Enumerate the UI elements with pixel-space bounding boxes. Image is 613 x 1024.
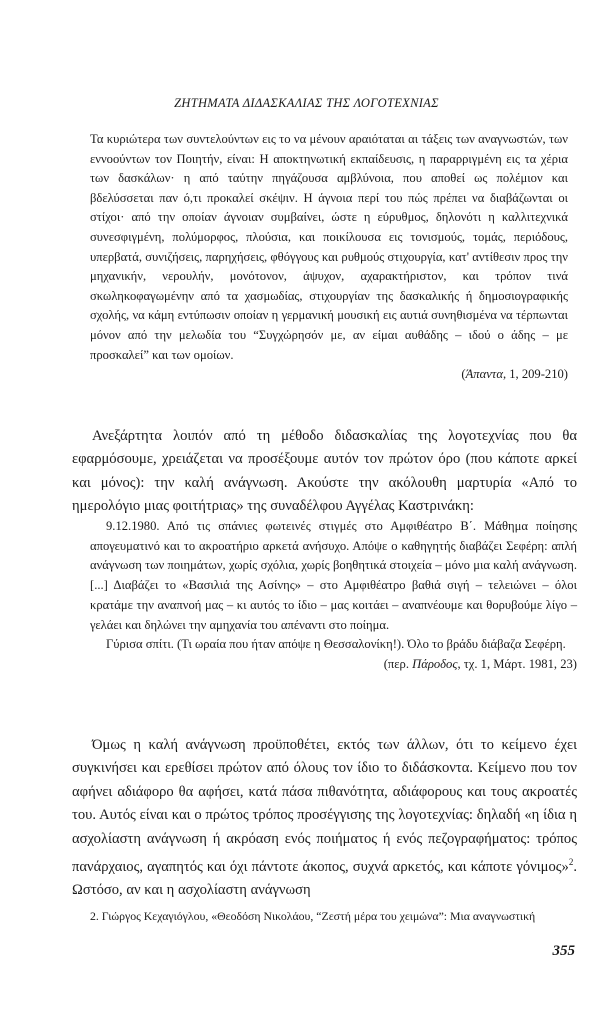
body2-main: Όμως η καλή ανάγνωση προϋποθέτει, εκτός των άλλων, ότι το κείμενο έχει συγκινήσει και ερεθίσει πρώτον από όλους τον ίδιο το διδάσκοντα. Κείμενο που τον αφήνει αδιάφορο θα αφήσει, κατά πάσα πιθανότητα, αδιάφορους και τους ακροατές του. Αυτός είναι και ο πρώτος τρόπος προσέγγισης της λογοτεχνίας: δηλαδή «η ίδια η ασχολίαστη ανάγνωση ή ακρόαση ενός ποιήματος ή ενός πεζογραφήματος: τρόπος πανάρχαιος, αγαπητός και όχι πάντοτε άκοπος, συχνά αρκετός, και κάποτε γόνιμος» [72, 736, 577, 875]
body-paragraph-1 [72, 410, 577, 533]
running-head: ΖΗΤΗΜΑΤΑ ΔΙΔΑΣΚΑΛΙΑΣ ΤΗΣ ΛΟΓΟΤΕΧΝΙΑΣ [174, 96, 439, 110]
quote1-cite-work: Άπαντα [465, 367, 503, 382]
quote2-para1: 9.12.1980. Από τις σπάνιες φωτεινές στιγμές στο Αμφιθέατρο Β΄. Μάθημα ποίησης απογευματινό και το ακροατήριο αρκετά ανήσυχο. Απόψε ο καθηγητής διαβάζει Σεφέρη: απλή ανάγνωση των ποιημάτων, χωρίς σχόλια, χωρίς βοηθητικά στοιχεία – μόνο μια καλή ανάγνωση. [...] Διαβάζει το «Βασιλιά της Ασίνης» – στο Αμφιθέατρο βαθιά σιγή – τελειώνει – όλοι κρατάμε την αναπνοή μας – κι αυτός το ίδιο – μας κοιτάει – αναπνέουμε και θορυβούμε λίγο – γελάει και δηλώνει την αμηχανία του απέναντι στο ποίημα. [90, 519, 577, 632]
footnote: 2. Γιώργος Κεχαγιόγλου, «Θεοδόση Νικολάου, “Ζεστή μέρα του χειμώνα”: Μια αναγνωστική [90, 909, 536, 923]
block-quote-1 [90, 130, 568, 385]
body2-text [72, 734, 577, 903]
body2-after: . Ωστόσο, αν και η ασχολίαστη ανάγνωση [72, 858, 577, 899]
quote1-citation: (Άπαντα, 1, 209-210) [461, 367, 568, 382]
quote2-cite-pre: (περ. [383, 656, 413, 671]
quote2-cite-work: Πάροδος [412, 656, 458, 671]
footnote-marker: 2 [568, 857, 574, 868]
quote2-citation [90, 655, 577, 675]
quote1-cite-rest: , 1, 209-210) [502, 367, 568, 382]
block-quote-2 [90, 517, 577, 675]
quote2-cite-rest: , τχ. 1, Μάρτ. 1981, 23) [457, 656, 577, 671]
body-paragraph-2 [72, 719, 577, 918]
quote2-para2: Γύρισα σπίτι. (Τι ωραία που ήταν απόψε η Θεσσαλονίκη!). Όλο το βράδυ διάβαζα Σεφέρη. [106, 637, 566, 652]
body1-text: Ανεξάρτητα λοιπόν από τη μέθοδο διδασκαλίας της λογοτεχνίας που θα εφαρμόσουμε, χρειάζεται να προσέξουμε αυτόν τον πρώτον όρο (που κάποτε αρκεί και μόνος): την καλή ανάγνωση. Ακούστε την ακόλουθη μαρτυρία «Από το ημερολόγιο μιας φοιτήτριας» της συναδέλφου Αγγέλας Καστρινάκη: [72, 427, 577, 515]
quote1-text: Τα κυριώτερα των συντελούντων εις το να μένουν αραιόταται αι τάξεις των αναγνωστών, των εννοούντων τον Ποιητήν, είναι: Η αποκτηνωτική εκπαίδευσις, η παραρριγμένη εις τα χέρια των δασκάλων· η από ταύτην πηγάζουσα αμβλύνοια, που αποθεί ως πολέμιον και βδελύσσεται παν ό,τι προκαλεί σκέψιν. Η άγνοια περί του πώς πρέπει να διαβάζωνται οι στίχοι· από την οποίαν άγνοιαν συμβαίνει, ώστε η εύρυθμος, δηλονότι η καλλιτεχνικά συνεσφιγμένη, πολύμορφος, πλούσια, και ποικίλουσα εις τονισμούς, τομάς, περιόδους, υπερβατά, συνιζήσεις, παρηχήσεις, φθόγγους και ρυθμούς στιχουργία, κατ' αντίθεσιν προς την μηχανικήν, νερουλήν, μονότονον, άψυχον, αχαρακτήριστον, και τρόπον τινά σκωληκοφαγωμένην από τα χασμωδίας, στιχουργίαν της δασκαλικής ή δημοσιογραφικής σχολής, να κάμη εντύπωσιν οποίαν η γερμανική μουσική εις αυτιά συνηθισμένα να τέρπωνται μόνον από την μελωδία του “Συγχώρησόν με, αν είμαι αυθάδης – ιδού ο άδης – με προσκαλεί” και των ομοίων. [90, 132, 568, 362]
page-number: 355 [552, 943, 575, 959]
